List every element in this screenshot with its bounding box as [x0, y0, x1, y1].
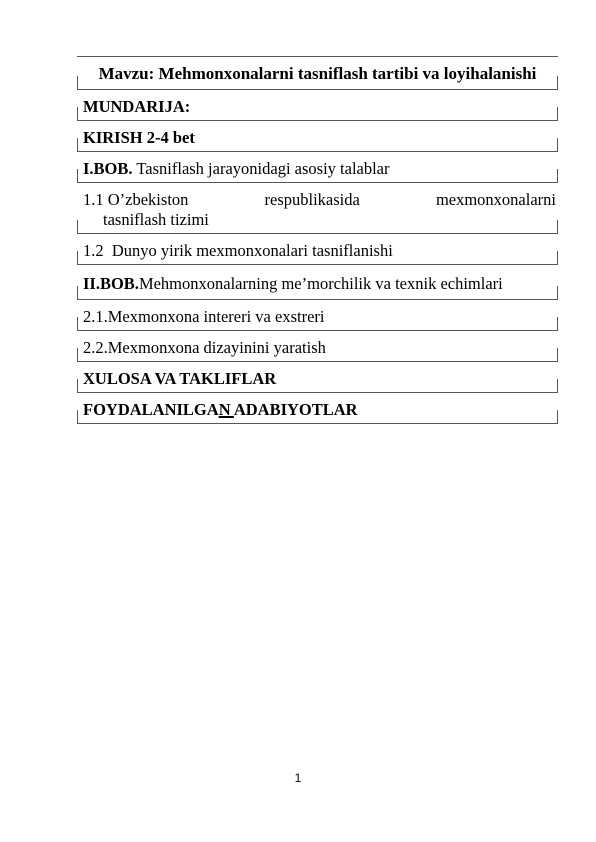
- toc-item-xulosa: XULOSA VA TAKLIFLAR: [77, 366, 558, 393]
- toc-item-2-2: 2.2.Mexmonxona dizayinini yaratish: [77, 335, 558, 362]
- s11-line2: tasniflash tizimi: [103, 210, 209, 229]
- toc-item-kirish: KIRISH 2-4 bet: [77, 125, 558, 152]
- underlined-fragment: N: [218, 400, 234, 419]
- bob1-label: I.BOB.: [83, 159, 133, 178]
- toc-item-1-2: 1.2 Dunyo yirik mexmonxonalari tasniflanishi: [77, 238, 558, 265]
- s11-num-word: 1.1 O’zbekiston: [83, 190, 189, 209]
- bob2-text: Mehmonxonalarning me’morchilik va texnik echimlari: [138, 274, 503, 293]
- toc-item-2-1: 2.1.Mexmonxona intereri va exstreri: [77, 304, 558, 331]
- page-number: 1: [294, 771, 302, 785]
- bob2-label: II.BOB.: [83, 274, 139, 293]
- toc-item-1-1: [77, 187, 558, 234]
- s11-word3: mexmonxonalarni: [435, 190, 556, 209]
- toc-item-foydalanilgan: FOYDALANILGAN ADABIYOTLAR: [77, 397, 558, 424]
- toc-item-bob2: [77, 269, 558, 300]
- bob1-text: Tasniflash jarayonidagi asosiy talablar: [132, 159, 390, 178]
- document-title: Mavzu: Mehmonxonalarni tasniflash tartibi va loyihalanishi: [77, 57, 558, 90]
- table-of-contents: [77, 56, 558, 424]
- toc-heading: MUNDARIJA:: [77, 94, 558, 121]
- toc-item-bob1: [77, 156, 558, 183]
- s11-word2: respublikasida: [264, 190, 360, 209]
